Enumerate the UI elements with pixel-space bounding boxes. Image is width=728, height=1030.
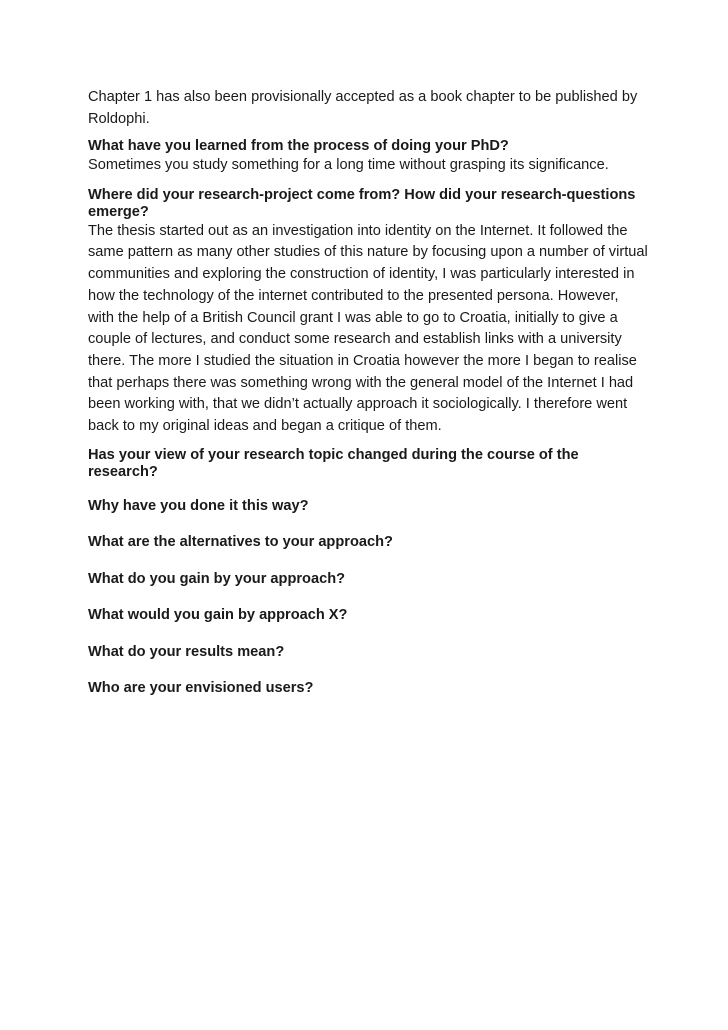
question-heading: Where did your research-project come from? How did your research-questions emerge? — [88, 186, 636, 220]
question-heading: What do you gain by your approach? — [88, 570, 346, 587]
document-body — [88, 86, 648, 717]
answer-paragraph: The thesis started out as an investigation into identity on the Internet. It followed the same pattern as many other studies of this nature by focusing upon a number of virtual communities and exploring the construction of identity, I was particularly interested in how the technology of the internet contributed to the presented persona. However, with the help of a British Council grant I was able to go to Croatia, initially to give a couple of lectures, and conduct some research and establish links with a university there. The more I studied the situation in Croatia however the more I began to realise that perhaps there was something wrong with the general model of the Internet I had been working with, that we didn’t actually approach it sociologically. I therefore went back to my original ideas and began a critique of them. — [88, 222, 648, 435]
question-heading: What would you gain by approach X? — [88, 607, 348, 624]
question-heading: Why have you done it this way? — [88, 497, 309, 514]
question-heading: What do your results mean? — [88, 643, 285, 660]
qa-block-origin — [88, 187, 648, 438]
question-heading: What are the alternatives to your approach? — [88, 534, 393, 551]
answer-paragraph: Sometimes you study something for a long time without grasping its significance. — [88, 157, 609, 173]
question-heading: What have you learned from the process of doing your PhD? — [88, 138, 509, 154]
question-heading: Has your view of your research topic changed during the course of the research? — [88, 446, 579, 480]
intro-paragraph: Chapter 1 has also been provisionally accepted as a book chapter to be published by Roldophi. — [88, 89, 638, 127]
question-heading: Who are your envisioned users? — [88, 680, 314, 697]
qa-block-changed — [88, 447, 648, 481]
qa-block-learned — [88, 138, 648, 177]
